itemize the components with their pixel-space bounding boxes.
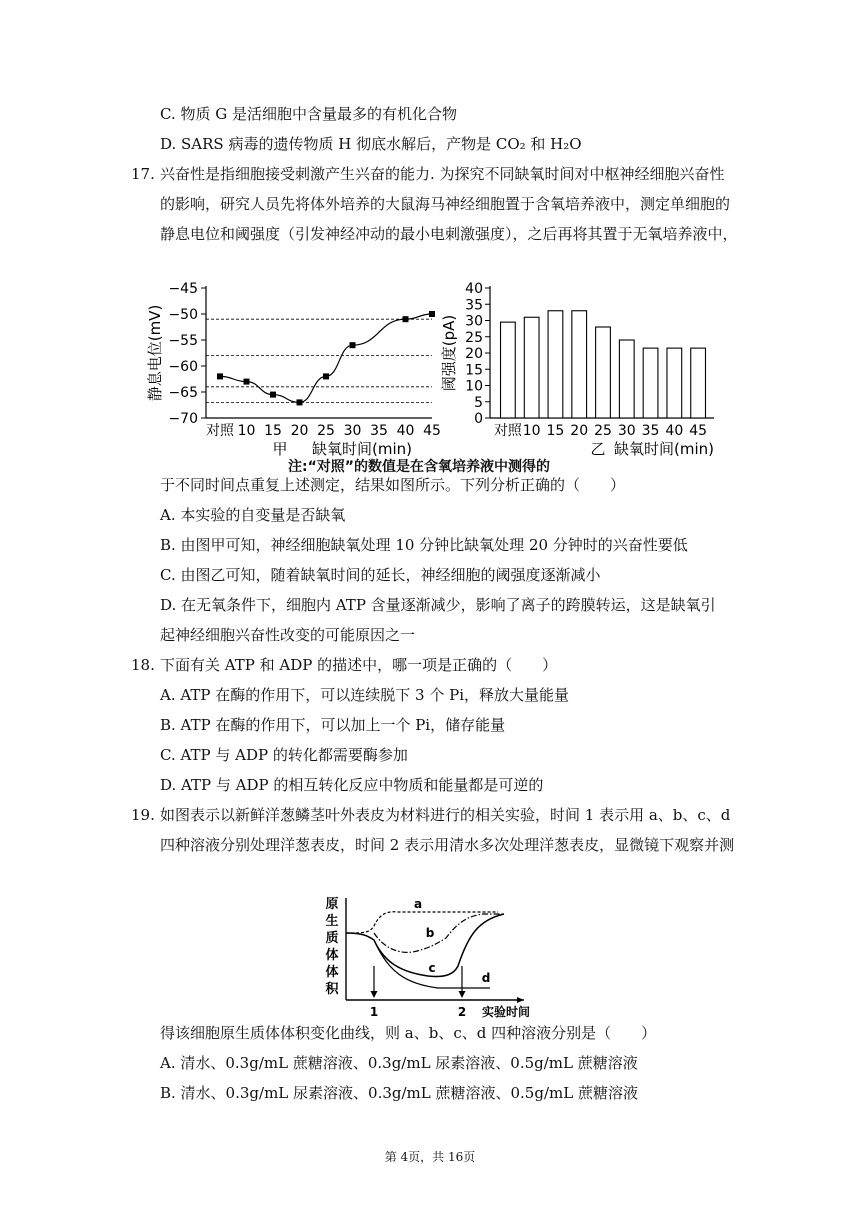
chart-threshold-intensity [440, 278, 730, 470]
y-tick-label: −70 [168, 411, 198, 427]
bar [524, 317, 539, 418]
q19-stem-line-2: 四种溶液分别处理洋葱表皮，时间 2 表示用清水多次处理洋葱表皮，显微镜下观察并测 [160, 836, 735, 854]
q18-option-b: B. ATP 在酶的作用下，可以加上一个 Pi，储存能量 [160, 716, 506, 734]
y-axis-label-char: 原 [325, 897, 339, 912]
q19-option-a: A. 清水、0.3g/mL 蔗糖溶液、0.3g/mL 尿素溶液、0.5g/mL 蔗糖溶液 [160, 1054, 638, 1072]
x-tick-label: 40 [665, 423, 684, 439]
y-tick-label: 40 [465, 281, 483, 297]
data-point [350, 342, 356, 348]
figure-note: 注:“对照”的数值是在含氧培养液中测得的 [288, 459, 550, 475]
q17-option-b: B. 由图甲可知，神经细胞缺氧处理 10 分钟比缺氧处理 20 分钟时的兴奋性要低 [160, 536, 688, 554]
y-tick-label: 15 [465, 362, 483, 379]
x-axis-label: 实验时间 [481, 1005, 531, 1019]
q17-stem-line-1: 兴奋性是指细胞接受刺激产生兴奋的能力. 为探究不同缺氧时间对中枢神经细胞兴奋性 [160, 165, 725, 183]
q16-option-c: C. 物质 G 是活细胞中含量最多的有机化合物 [160, 105, 457, 123]
q17-stem-end: 于不同时间点重复上述测定，结果如图所示。下列分析正确的（ ） [160, 476, 626, 494]
x-tick-label: 45 [423, 423, 441, 439]
bar [548, 311, 563, 418]
series-label-d: d [481, 971, 491, 985]
y-axis-label-char: 体 [325, 965, 339, 980]
x-tick-label: 35 [641, 423, 660, 439]
question-number-17: 17. [131, 165, 155, 183]
x-tick-label: 20 [570, 423, 589, 439]
x-tick-label: 30 [617, 423, 636, 439]
y-axis-label-char: 质 [325, 931, 339, 946]
chart-caption: 甲 [272, 440, 288, 458]
curve-c [346, 914, 504, 977]
y-tick-label: −55 [168, 333, 198, 349]
q17-option-a: A. 本实验的自变量是否缺氧 [160, 506, 346, 524]
question-number-19: 19. [131, 806, 155, 824]
series-label-a: a [413, 897, 423, 911]
q19-stem-end: 得该细胞原生质体体积变化曲线，则 a、b、c、d 四种溶液分别是（ ） [160, 1024, 657, 1042]
y-tick-label: 0 [474, 411, 483, 427]
q16-option-d: D. SARS 病毒的遗传物质 H 彻底水解后，产物是 CO₂ 和 H₂O [160, 135, 582, 153]
y-tick-label: −50 [168, 307, 198, 323]
x-tick-label: 20 [290, 423, 309, 439]
x-tick-label: 10 [522, 423, 541, 439]
x-axis-label: 缺氧时间(min) [614, 440, 714, 458]
q17-stem-line-2: 的影响，研究人员先将体外培养的大鼠海马神经细胞置于含氧培养液中，测定单细胞的 [160, 195, 731, 213]
data-point [270, 392, 276, 398]
x-tick-label: 25 [594, 423, 612, 439]
time-mark-label: 1 [369, 1005, 379, 1019]
y-axis-label-char: 积 [325, 982, 339, 997]
y-tick-label: −45 [168, 281, 198, 297]
y-tick-label: −60 [168, 359, 198, 375]
chart-resting-potential [146, 278, 441, 470]
q18-option-d: D. ATP 与 ADP 的相互转化反应中物质和能量都是可逆的 [160, 776, 544, 794]
q19-option-b: B. 清水、0.3g/mL 尿素溶液、0.3g/mL 蔗糖溶液、0.5g/mL 蔗糖溶液 [160, 1084, 638, 1102]
q17-option-d-cont: 起神经细胞兴奋性改变的可能原因之一 [160, 626, 416, 644]
curve-b [374, 914, 504, 952]
data-point [244, 379, 250, 385]
x-tick-label: 45 [689, 423, 708, 439]
q18-option-c: C. ATP 与 ADP 的转化都需要酶参加 [160, 746, 408, 764]
y-tick-label: 30 [465, 313, 483, 330]
y-tick-label: 20 [465, 346, 483, 362]
y-tick-label: −65 [168, 385, 198, 401]
x-tick-label: 40 [396, 423, 415, 439]
y-tick-label: 10 [465, 378, 483, 395]
time-arrowhead-1 [371, 991, 378, 998]
series-label-c: c [428, 961, 436, 975]
time-arrowhead-2 [459, 991, 466, 998]
x-axis-label: 缺氧时间(min) [312, 440, 412, 458]
x-tick-label: 对照 [206, 423, 234, 439]
chart-protoplast-volume [318, 888, 548, 1020]
x-axis-arrow [517, 997, 524, 1003]
series-line [220, 314, 432, 402]
y-axis-label: 静息电位(mV) [146, 304, 164, 402]
time-mark-label: 2 [457, 1005, 467, 1019]
q17-stem-line-3: 静息电位和阈强度（引发神经冲动的最小电刺激强度），之后再将其置于无氧培养液中， [160, 225, 738, 243]
y-axis-label: 阈强度(pA) [440, 314, 458, 392]
data-point [429, 311, 435, 317]
q17-option-d: D. 在无氧条件下，细胞内 ATP 含量逐渐减少，影响了离子的跨膜转运，这是缺氧引 [160, 596, 716, 614]
bar [619, 340, 634, 418]
bar [572, 311, 587, 418]
x-tick-label: 10 [237, 423, 256, 439]
x-tick-label: 35 [370, 423, 388, 439]
q17-option-c: C. 由图乙可知，随着缺氧时间的延长，神经细胞的阈强度逐渐减小 [160, 566, 601, 584]
chart-caption: 乙 [590, 440, 606, 458]
x-tick-label: 对照 [493, 423, 522, 439]
series-label-b: b [425, 926, 435, 940]
y-tick-label: 35 [465, 297, 483, 314]
bar [643, 348, 658, 418]
y-axis-label-char: 生 [325, 914, 339, 929]
q19-stem-line-1: 如图表示以新鲜洋葱鳞茎叶外表皮为材料进行的相关实验，时间 1 表示用 a、b、c、d [160, 806, 731, 824]
x-tick-label: 15 [546, 423, 565, 439]
data-point [323, 373, 329, 379]
y-axis-label-char: 体 [325, 948, 339, 963]
data-point [403, 316, 409, 322]
data-point [217, 373, 223, 379]
bar [691, 348, 706, 418]
x-tick-label: 25 [317, 423, 335, 439]
data-point [297, 399, 303, 405]
question-number-18: 18. [131, 656, 155, 674]
page-footer: 第 4页，共 16页 [384, 1150, 476, 1164]
y-tick-label: 5 [474, 394, 483, 411]
x-tick-label: 30 [343, 423, 362, 439]
q18-option-a: A. ATP 在酶的作用下，可以连续脱下 3 个 Pi，释放大量能量 [160, 686, 569, 704]
bar [667, 348, 682, 418]
bar [501, 322, 516, 418]
y-tick-label: 25 [465, 329, 483, 346]
bar [596, 327, 611, 418]
q18-stem: 下面有关 ATP 和 ADP 的描述中，哪一项是正确的（ ） [160, 656, 558, 674]
x-tick-label: 15 [264, 423, 282, 439]
